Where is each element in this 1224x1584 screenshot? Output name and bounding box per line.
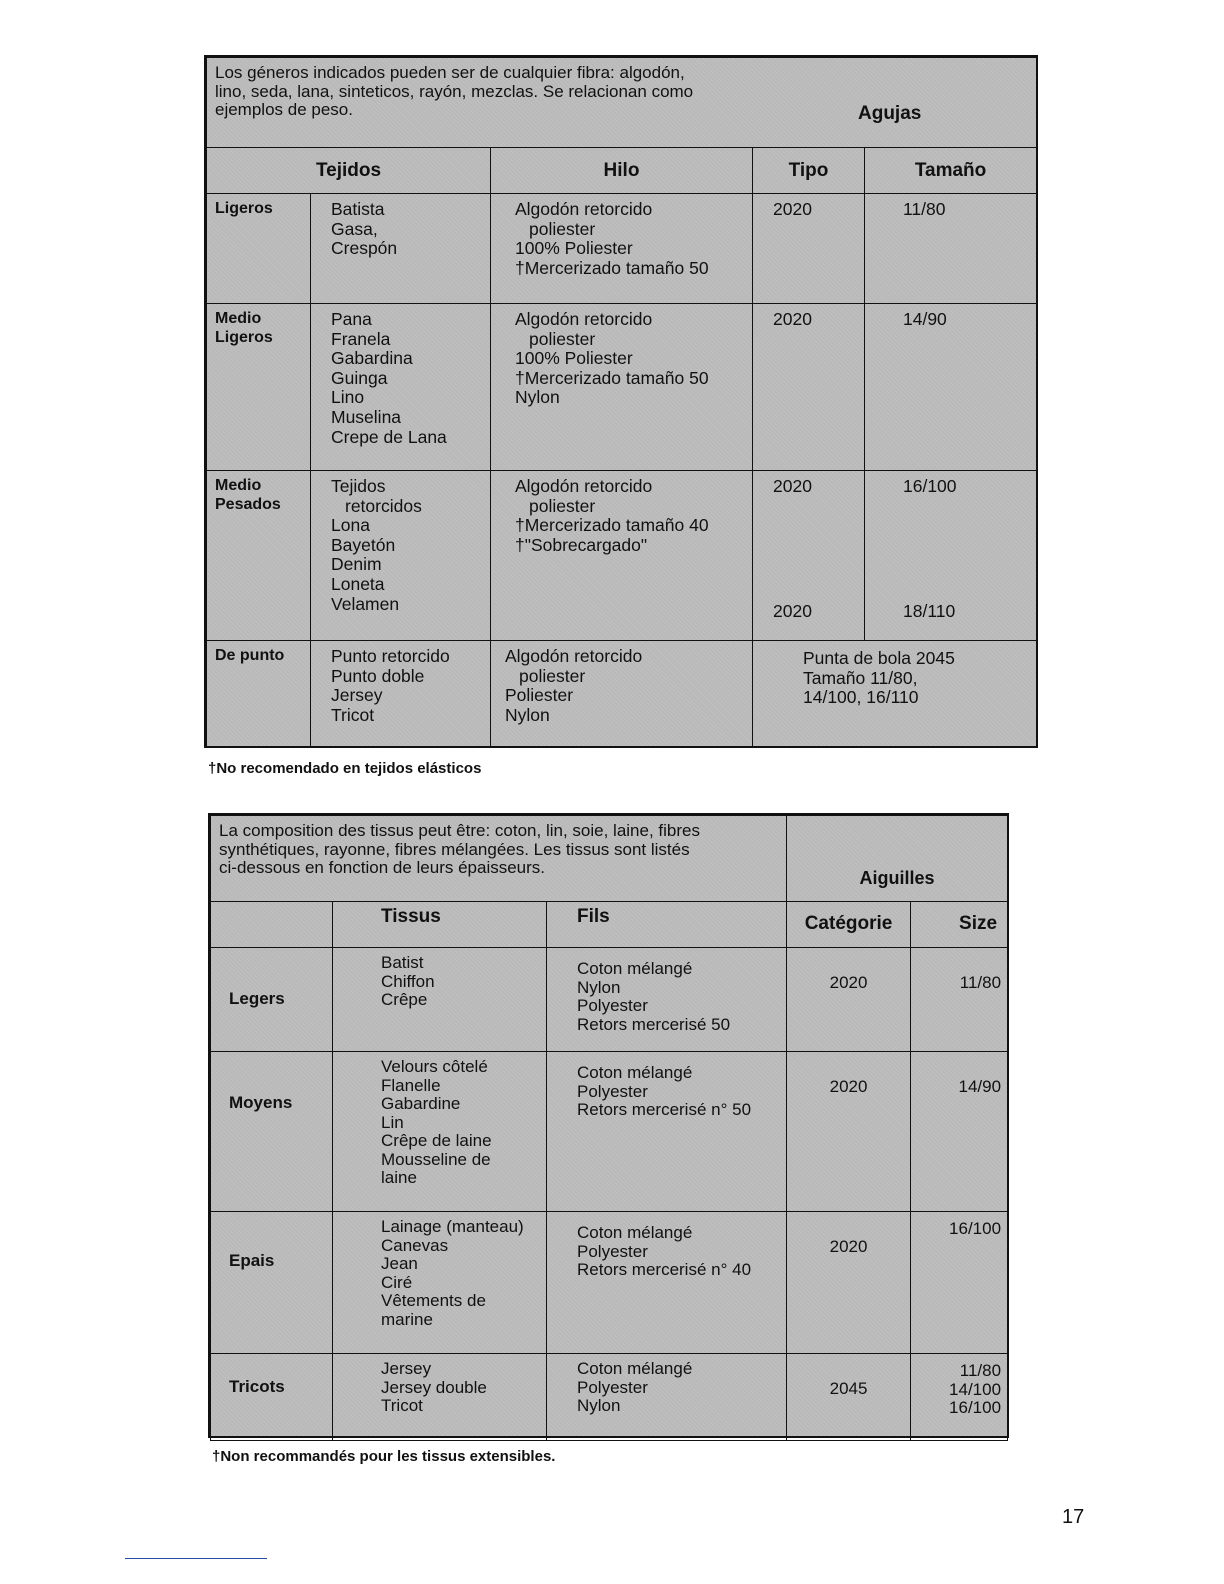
table-row: [207, 641, 1037, 747]
needle-category: 2020: [787, 1212, 911, 1354]
fabric-list: Velours côtelé Flanelle Gabardine Lin Crêpe de laine Mousseline de laine: [333, 1052, 547, 1212]
fabric-list: Tejidos retorcidos Lona Bayetón Denim Loneta Velamen: [311, 471, 491, 641]
row-category: Legers: [211, 948, 333, 1052]
fabric-list: Jersey Jersey double Tricot: [333, 1354, 547, 1441]
row-category: Moyens: [211, 1052, 333, 1212]
needle-category: 2020: [787, 948, 911, 1052]
needle-size: 14/90: [911, 1052, 1008, 1212]
french-intro: La composition des tissus peut être: coton, lin, soie, laine, fibres synthétiques, rayonne, fibres mélangées. Les tissus sont listés ci-dessous en fonction de leurs épaisseurs.: [211, 816, 787, 902]
header-blank: [211, 902, 333, 948]
fabric-list: Pana Franela Gabardina Guinga Lino Muselina Crepe de Lana: [311, 304, 491, 471]
french-footnote: †Non recommandés pour les tissus extensibles.: [212, 1448, 556, 1465]
needle-type: 2020: [753, 194, 865, 304]
row-category: Ligeros: [207, 194, 311, 304]
thread-list: Coton mélangé Nylon Polyester Retors mercerisé 50: [547, 948, 787, 1052]
row-category: Epais: [211, 1212, 333, 1354]
table-row: [211, 1354, 1008, 1441]
header-tissus: Tissus: [333, 902, 547, 948]
header-tipo: Tipo: [753, 148, 865, 194]
thread-list: Coton mélangé Polyester Nylon: [547, 1354, 787, 1441]
needle-size: 16/100 18/110: [865, 471, 1037, 641]
fabric-list: Lainage (manteau) Canevas Jean Ciré Vêtements de marine: [333, 1212, 547, 1354]
needle-note: Punta de bola 2045 Tamaño 11/80, 14/100, 16/110: [753, 641, 1037, 747]
table-row: [211, 1052, 1008, 1212]
header-tamano: Tamaño: [865, 148, 1037, 194]
thread-list: Algodón retorcido poliester †Mercerizado tamaño 40 †"Sobrecargado": [491, 471, 753, 641]
fabric-list: Batista Gasa, Crespón: [311, 194, 491, 304]
table-row: [207, 471, 1037, 641]
fabric-list: Punto retorcido Punto doble Jersey Tricot: [311, 641, 491, 747]
thread-list: Algodón retorcido poliester Poliester Nylon: [491, 641, 753, 747]
needle-type: 2020: [753, 304, 865, 471]
needle-category: 2045: [787, 1354, 911, 1441]
thread-list: Coton mélangé Polyester Retors mercerisé n° 50: [547, 1052, 787, 1212]
table-row: [211, 1212, 1008, 1354]
agujas-label: Agujas: [858, 103, 922, 124]
header-size: Size: [911, 902, 1008, 948]
header-fils: Fils: [547, 902, 787, 948]
needle-category: 2020: [787, 1052, 911, 1212]
table-row: [211, 948, 1008, 1052]
needle-size: 11/80 14/100 16/100: [911, 1354, 1008, 1441]
needle-size: 11/80: [865, 194, 1037, 304]
row-category: Tricots: [211, 1354, 333, 1441]
needle-type: 2020 2020: [753, 471, 865, 641]
fabric-list: Batist Chiffon Crêpe: [333, 948, 547, 1052]
bottom-rule: [125, 1558, 267, 1559]
header-hilo: Hilo: [491, 148, 753, 194]
needle-size: 16/100: [911, 1212, 1008, 1354]
needle-size: 14/90: [865, 304, 1037, 471]
spanish-intro: Los géneros indicados pueden ser de cualquier fibra: algodón, lino, seda, lana, sinteticos, rayón, mezclas. Se relacionan como ejemplos de peso.: [207, 58, 1037, 148]
row-category: Medio Pesados: [207, 471, 311, 641]
table-row: [207, 304, 1037, 471]
header-tejidos: Tejidos: [207, 148, 491, 194]
table-row: [207, 194, 1037, 304]
spanish-footnote: †No recomendado en tejidos elásticos: [208, 760, 482, 777]
header-categorie: Catégorie: [787, 902, 911, 948]
aiguilles-label: Aiguilles: [787, 816, 1008, 902]
thread-list: Algodón retorcido poliester 100% Poliester †Mercerizado tamaño 50 Nylon: [491, 304, 753, 471]
french-needle-table: [208, 813, 1009, 1438]
row-category: Medio Ligeros: [207, 304, 311, 471]
spanish-needle-table: [204, 55, 1038, 748]
page-number: 17: [1062, 1506, 1085, 1528]
row-category: De punto: [207, 641, 311, 747]
thread-list: Algodón retorcido poliester 100% Poliester †Mercerizado tamaño 50: [491, 194, 753, 304]
thread-list: Coton mélangé Polyester Retors mercerisé n° 40: [547, 1212, 787, 1354]
needle-size: 11/80: [911, 948, 1008, 1052]
